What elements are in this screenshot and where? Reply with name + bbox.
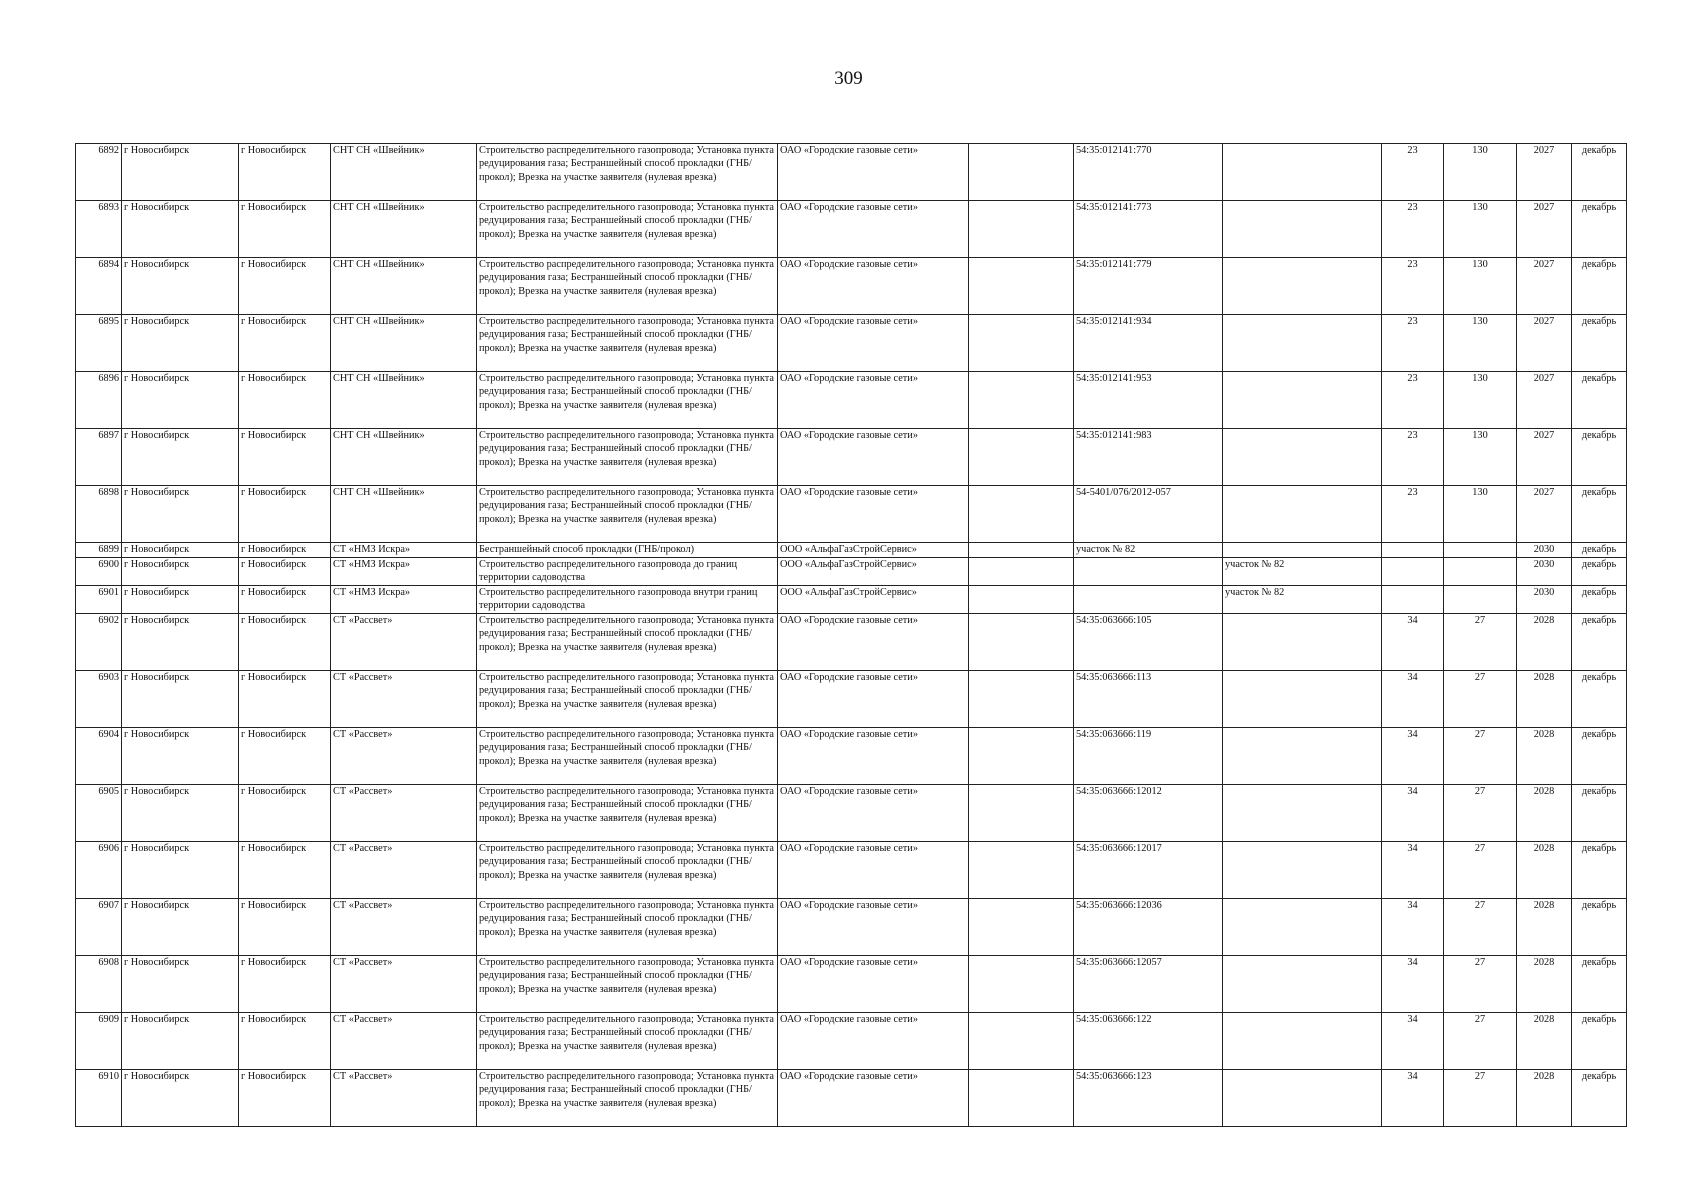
cell-year: 2027	[1517, 372, 1572, 429]
cell-value-a: 34	[1382, 1013, 1444, 1070]
cell-month: декабрь	[1572, 1070, 1627, 1127]
cell-empty-col	[969, 558, 1074, 586]
cell-society-name: СТ «Рассвет»	[331, 956, 477, 1013]
cell-value-a: 34	[1382, 785, 1444, 842]
cell-month: декабрь	[1572, 315, 1627, 372]
cell-plot-number	[1223, 258, 1382, 315]
cell-value-b: 130	[1444, 258, 1517, 315]
cell-empty-col	[969, 842, 1074, 899]
cell-month: декабрь	[1572, 899, 1627, 956]
cell-plot-number: участок № 82	[1223, 558, 1382, 586]
table-row	[76, 315, 1627, 372]
cell-cadastral-number: 54:35:012141:953	[1074, 372, 1223, 429]
cell-month: декабрь	[1572, 842, 1627, 899]
cell-gas-distribution-org: ОАО «Городские газовые сети»	[778, 728, 969, 785]
cell-month: декабрь	[1572, 614, 1627, 671]
cell-year: 2030	[1517, 558, 1572, 586]
table-row	[76, 1070, 1627, 1127]
cell-cadastral-number: 54:35:063666:12012	[1074, 785, 1223, 842]
cell-year: 2027	[1517, 486, 1572, 543]
cell-value-a: 23	[1382, 315, 1444, 372]
cell-gas-distribution-org: ОАО «Городские газовые сети»	[778, 144, 969, 201]
cell-cadastral-number	[1074, 586, 1223, 614]
cell-value-a: 34	[1382, 1070, 1444, 1127]
cell-empty-col	[969, 1013, 1074, 1070]
cell-gas-distribution-org: ОАО «Городские газовые сети»	[778, 486, 969, 543]
cell-empty-col	[969, 899, 1074, 956]
cell-society-name: СТ «Рассвет»	[331, 842, 477, 899]
cell-municipality: г Новосибирск	[122, 201, 239, 258]
cell-gas-distribution-org: ОАО «Городские газовые сети»	[778, 258, 969, 315]
cell-society-name: СТ «Рассвет»	[331, 785, 477, 842]
cell-works-description: Строительство распределительного газопровода; Установка пункта редуцирования газа; Бестраншейный способ прокладки (ГНБ/прокол); Врезка на участке заявителя (нулевая врезка)	[477, 956, 778, 1013]
cell-value-b: 130	[1444, 486, 1517, 543]
cell-value-a: 34	[1382, 956, 1444, 1013]
cell-municipality: г Новосибирск	[122, 586, 239, 614]
cell-year: 2028	[1517, 728, 1572, 785]
cell-works-description: Строительство распределительного газопровода до границ территории садоводства	[477, 558, 778, 586]
cell-empty-col	[969, 671, 1074, 728]
table-body	[76, 144, 1627, 1127]
cell-gas-distribution-org: ОАО «Городские газовые сети»	[778, 1070, 969, 1127]
cell-plot-number	[1223, 1013, 1382, 1070]
cell-cadastral-number: 54:35:012141:934	[1074, 315, 1223, 372]
cell-municipality: г Новосибирск	[122, 429, 239, 486]
cell-society-name: СТ «НМЗ Искра»	[331, 586, 477, 614]
table-row	[76, 614, 1627, 671]
cell-cadastral-number: 54:35:063666:119	[1074, 728, 1223, 785]
cell-municipality: г Новосибирск	[122, 558, 239, 586]
cell-gas-distribution-org: ОАО «Городские газовые сети»	[778, 429, 969, 486]
cell-row-number: 6899	[76, 543, 122, 558]
table-row	[76, 201, 1627, 258]
cell-society-name: СНТ СН «Швейник»	[331, 429, 477, 486]
cell-cadastral-number: участок № 82	[1074, 543, 1223, 558]
cell-month: декабрь	[1572, 372, 1627, 429]
cell-settlement: г Новосибирск	[239, 586, 331, 614]
cell-settlement: г Новосибирск	[239, 372, 331, 429]
cell-plot-number: участок № 82	[1223, 586, 1382, 614]
cell-plot-number	[1223, 543, 1382, 558]
cell-works-description: Строительство распределительного газопровода; Установка пункта редуцирования газа; Бестраншейный способ прокладки (ГНБ/прокол); Врезка на участке заявителя (нулевая врезка)	[477, 1013, 778, 1070]
cell-row-number: 6902	[76, 614, 122, 671]
cell-value-a: 23	[1382, 486, 1444, 543]
cell-empty-col	[969, 956, 1074, 1013]
cell-month: декабрь	[1572, 486, 1627, 543]
cell-settlement: г Новосибирск	[239, 728, 331, 785]
cell-empty-col	[969, 201, 1074, 258]
cell-settlement: г Новосибирск	[239, 671, 331, 728]
cell-value-a: 34	[1382, 671, 1444, 728]
cell-empty-col	[969, 429, 1074, 486]
cell-plot-number	[1223, 728, 1382, 785]
cell-row-number: 6892	[76, 144, 122, 201]
cell-plot-number	[1223, 201, 1382, 258]
cell-gas-distribution-org: ОАО «Городские газовые сети»	[778, 842, 969, 899]
cell-value-b: 27	[1444, 671, 1517, 728]
cell-society-name: СНТ СН «Швейник»	[331, 486, 477, 543]
cell-settlement: г Новосибирск	[239, 144, 331, 201]
cell-gas-distribution-org: ОАО «Городские газовые сети»	[778, 956, 969, 1013]
cell-settlement: г Новосибирск	[239, 258, 331, 315]
cell-municipality: г Новосибирск	[122, 614, 239, 671]
cell-settlement: г Новосибирск	[239, 899, 331, 956]
cell-value-a: 34	[1382, 842, 1444, 899]
cell-municipality: г Новосибирск	[122, 1070, 239, 1127]
cell-row-number: 6905	[76, 785, 122, 842]
cell-row-number: 6894	[76, 258, 122, 315]
cell-plot-number	[1223, 429, 1382, 486]
cell-row-number: 6910	[76, 1070, 122, 1127]
cell-value-a: 23	[1382, 429, 1444, 486]
cell-year: 2028	[1517, 842, 1572, 899]
cell-gas-distribution-org: ОАО «Городские газовые сети»	[778, 614, 969, 671]
cell-cadastral-number: 54:35:012141:779	[1074, 258, 1223, 315]
cell-society-name: СТ «Рассвет»	[331, 1013, 477, 1070]
cell-municipality: г Новосибирск	[122, 785, 239, 842]
cell-settlement: г Новосибирск	[239, 1013, 331, 1070]
cell-works-description: Строительство распределительного газопровода; Установка пункта редуцирования газа; Бестраншейный способ прокладки (ГНБ/прокол); Врезка на участке заявителя (нулевая врезка)	[477, 614, 778, 671]
cell-municipality: г Новосибирск	[122, 372, 239, 429]
cell-gas-distribution-org: ОАО «Городские газовые сети»	[778, 315, 969, 372]
cell-cadastral-number: 54-5401/076/2012-057	[1074, 486, 1223, 543]
cell-municipality: г Новосибирск	[122, 899, 239, 956]
cell-row-number: 6895	[76, 315, 122, 372]
cell-settlement: г Новосибирск	[239, 1070, 331, 1127]
cell-year: 2030	[1517, 586, 1572, 614]
cell-year: 2028	[1517, 1070, 1572, 1127]
cell-cadastral-number: 54:35:063666:12017	[1074, 842, 1223, 899]
cell-plot-number	[1223, 372, 1382, 429]
cell-works-description: Строительство распределительного газопровода; Установка пункта редуцирования газа; Бестраншейный способ прокладки (ГНБ/прокол); Врезка на участке заявителя (нулевая врезка)	[477, 728, 778, 785]
cell-society-name: СТ «Рассвет»	[331, 899, 477, 956]
cell-value-b: 130	[1444, 372, 1517, 429]
cell-value-b: 27	[1444, 1070, 1517, 1127]
cell-gas-distribution-org: ОАО «Городские газовые сети»	[778, 899, 969, 956]
cell-row-number: 6893	[76, 201, 122, 258]
cell-month: декабрь	[1572, 558, 1627, 586]
cell-municipality: г Новосибирск	[122, 956, 239, 1013]
cell-municipality: г Новосибирск	[122, 543, 239, 558]
cell-value-b	[1444, 558, 1517, 586]
cell-gas-distribution-org: ООО «АльфаГазСтройСервис»	[778, 543, 969, 558]
cell-empty-col	[969, 785, 1074, 842]
cell-row-number: 6897	[76, 429, 122, 486]
cell-row-number: 6896	[76, 372, 122, 429]
cell-value-b: 27	[1444, 728, 1517, 785]
cell-settlement: г Новосибирск	[239, 558, 331, 586]
cell-year: 2027	[1517, 144, 1572, 201]
cell-value-b: 130	[1444, 144, 1517, 201]
cell-value-b: 27	[1444, 956, 1517, 1013]
cell-year: 2027	[1517, 258, 1572, 315]
cell-municipality: г Новосибирск	[122, 144, 239, 201]
cell-year: 2028	[1517, 1013, 1572, 1070]
cell-empty-col	[969, 258, 1074, 315]
cell-cadastral-number: 54:35:063666:12036	[1074, 899, 1223, 956]
cell-value-a: 34	[1382, 899, 1444, 956]
cell-year: 2027	[1517, 201, 1572, 258]
cell-plot-number	[1223, 956, 1382, 1013]
cell-month: декабрь	[1572, 201, 1627, 258]
cell-municipality: г Новосибирск	[122, 486, 239, 543]
cell-gas-distribution-org: ОАО «Городские газовые сети»	[778, 785, 969, 842]
cell-empty-col	[969, 486, 1074, 543]
cell-works-description: Строительство распределительного газопровода внутри границ территории садоводства	[477, 586, 778, 614]
cell-settlement: г Новосибирск	[239, 842, 331, 899]
cell-society-name: СТ «Рассвет»	[331, 671, 477, 728]
cell-plot-number	[1223, 1070, 1382, 1127]
cell-society-name: СНТ СН «Швейник»	[331, 315, 477, 372]
cell-gas-distribution-org: ОАО «Городские газовые сети»	[778, 372, 969, 429]
cell-plot-number	[1223, 899, 1382, 956]
cell-row-number: 6908	[76, 956, 122, 1013]
cell-month: декабрь	[1572, 543, 1627, 558]
cell-settlement: г Новосибирск	[239, 429, 331, 486]
cell-cadastral-number: 54:35:063666:123	[1074, 1070, 1223, 1127]
cell-month: декабрь	[1572, 956, 1627, 1013]
cell-year: 2030	[1517, 543, 1572, 558]
cell-works-description: Строительство распределительного газопровода; Установка пункта редуцирования газа; Бестраншейный способ прокладки (ГНБ/прокол); Врезка на участке заявителя (нулевая врезка)	[477, 899, 778, 956]
cell-society-name: СНТ СН «Швейник»	[331, 258, 477, 315]
cell-month: декабрь	[1572, 785, 1627, 842]
cell-year: 2028	[1517, 671, 1572, 728]
cell-works-description: Строительство распределительного газопровода; Установка пункта редуцирования газа; Бестраншейный способ прокладки (ГНБ/прокол); Врезка на участке заявителя (нулевая врезка)	[477, 1070, 778, 1127]
cell-society-name: СТ «Рассвет»	[331, 1070, 477, 1127]
cell-row-number: 6906	[76, 842, 122, 899]
cell-society-name: СТ «НМЗ Искра»	[331, 558, 477, 586]
cell-settlement: г Новосибирск	[239, 486, 331, 543]
cell-cadastral-number: 54:35:063666:122	[1074, 1013, 1223, 1070]
cell-value-b: 130	[1444, 429, 1517, 486]
cell-value-b	[1444, 586, 1517, 614]
cell-society-name: СТ «НМЗ Искра»	[331, 543, 477, 558]
cell-month: декабрь	[1572, 728, 1627, 785]
cell-works-description: Строительство распределительного газопровода; Установка пункта редуцирования газа; Бестраншейный способ прокладки (ГНБ/прокол); Врезка на участке заявителя (нулевая врезка)	[477, 785, 778, 842]
cell-works-description: Строительство распределительного газопровода; Установка пункта редуцирования газа; Бестраншейный способ прокладки (ГНБ/прокол); Врезка на участке заявителя (нулевая врезка)	[477, 671, 778, 728]
cell-value-a: 23	[1382, 372, 1444, 429]
cell-row-number: 6909	[76, 1013, 122, 1070]
table-row	[76, 728, 1627, 785]
table-row	[76, 785, 1627, 842]
table-row	[76, 429, 1627, 486]
cell-municipality: г Новосибирск	[122, 842, 239, 899]
table-row	[76, 144, 1627, 201]
cell-works-description: Строительство распределительного газопровода; Установка пункта редуцирования газа; Бестраншейный способ прокладки (ГНБ/прокол); Врезка на участке заявителя (нулевая врезка)	[477, 201, 778, 258]
cell-month: декабрь	[1572, 144, 1627, 201]
cell-works-description: Строительство распределительного газопровода; Установка пункта редуцирования газа; Бестраншейный способ прокладки (ГНБ/прокол); Врезка на участке заявителя (нулевая врезка)	[477, 372, 778, 429]
cell-value-b: 27	[1444, 1013, 1517, 1070]
cell-value-a: 34	[1382, 614, 1444, 671]
cell-value-b: 27	[1444, 614, 1517, 671]
cell-plot-number	[1223, 144, 1382, 201]
cell-plot-number	[1223, 785, 1382, 842]
cell-empty-col	[969, 144, 1074, 201]
cell-society-name: СНТ СН «Швейник»	[331, 201, 477, 258]
cell-settlement: г Новосибирск	[239, 956, 331, 1013]
cell-value-a	[1382, 543, 1444, 558]
cell-settlement: г Новосибирск	[239, 785, 331, 842]
table-row	[76, 899, 1627, 956]
cell-cadastral-number: 54:35:012141:983	[1074, 429, 1223, 486]
cell-municipality: г Новосибирск	[122, 258, 239, 315]
cell-row-number: 6903	[76, 671, 122, 728]
cell-month: декабрь	[1572, 429, 1627, 486]
cell-plot-number	[1223, 614, 1382, 671]
cell-value-b: 27	[1444, 785, 1517, 842]
cell-plot-number	[1223, 315, 1382, 372]
gasification-table	[75, 143, 1627, 1127]
cell-plot-number	[1223, 842, 1382, 899]
cell-value-b: 130	[1444, 201, 1517, 258]
cell-cadastral-number: 54:35:063666:105	[1074, 614, 1223, 671]
cell-value-a	[1382, 586, 1444, 614]
cell-gas-distribution-org: ОАО «Городские газовые сети»	[778, 1013, 969, 1070]
cell-cadastral-number	[1074, 558, 1223, 586]
cell-value-b: 130	[1444, 315, 1517, 372]
cell-value-b	[1444, 543, 1517, 558]
cell-gas-distribution-org: ООО «АльфаГазСтройСервис»	[778, 558, 969, 586]
cell-row-number: 6901	[76, 586, 122, 614]
table-row	[76, 671, 1627, 728]
cell-society-name: СНТ СН «Швейник»	[331, 372, 477, 429]
cell-settlement: г Новосибирск	[239, 201, 331, 258]
cell-year: 2028	[1517, 614, 1572, 671]
table-row	[76, 258, 1627, 315]
cell-month: декабрь	[1572, 671, 1627, 728]
cell-settlement: г Новосибирск	[239, 614, 331, 671]
cell-empty-col	[969, 372, 1074, 429]
cell-empty-col	[969, 543, 1074, 558]
cell-row-number: 6898	[76, 486, 122, 543]
cell-month: декабрь	[1572, 1013, 1627, 1070]
table-row	[76, 1013, 1627, 1070]
table-row	[76, 543, 1627, 558]
cell-empty-col	[969, 1070, 1074, 1127]
cell-value-a: 23	[1382, 144, 1444, 201]
cell-empty-col	[969, 315, 1074, 372]
cell-empty-col	[969, 614, 1074, 671]
table-row	[76, 842, 1627, 899]
table-row	[76, 372, 1627, 429]
cell-value-a: 23	[1382, 258, 1444, 315]
cell-society-name: СТ «Рассвет»	[331, 614, 477, 671]
cell-month: декабрь	[1572, 258, 1627, 315]
cell-row-number: 6907	[76, 899, 122, 956]
cell-empty-col	[969, 728, 1074, 785]
cell-gas-distribution-org: ОАО «Городские газовые сети»	[778, 201, 969, 258]
cell-year: 2028	[1517, 785, 1572, 842]
cell-works-description: Строительство распределительного газопровода; Установка пункта редуцирования газа; Бестраншейный способ прокладки (ГНБ/прокол); Врезка на участке заявителя (нулевая врезка)	[477, 842, 778, 899]
cell-works-description: Строительство распределительного газопровода; Установка пункта редуцирования газа; Бестраншейный способ прокладки (ГНБ/прокол); Врезка на участке заявителя (нулевая врезка)	[477, 315, 778, 372]
cell-gas-distribution-org: ООО «АльфаГазСтройСервис»	[778, 586, 969, 614]
cell-value-a	[1382, 558, 1444, 586]
cell-row-number: 6904	[76, 728, 122, 785]
cell-works-description: Строительство распределительного газопровода; Установка пункта редуцирования газа; Бестраншейный способ прокладки (ГНБ/прокол); Врезка на участке заявителя (нулевая врезка)	[477, 144, 778, 201]
page-number: 309	[834, 68, 863, 89]
cell-year: 2027	[1517, 429, 1572, 486]
cell-value-a: 34	[1382, 728, 1444, 785]
cell-settlement: г Новосибирск	[239, 543, 331, 558]
cell-year: 2028	[1517, 956, 1572, 1013]
cell-value-b: 27	[1444, 899, 1517, 956]
cell-municipality: г Новосибирск	[122, 1013, 239, 1070]
cell-value-b: 27	[1444, 842, 1517, 899]
cell-works-description: Строительство распределительного газопровода; Установка пункта редуцирования газа; Бестраншейный способ прокладки (ГНБ/прокол); Врезка на участке заявителя (нулевая врезка)	[477, 429, 778, 486]
cell-settlement: г Новосибирск	[239, 315, 331, 372]
cell-plot-number	[1223, 671, 1382, 728]
cell-cadastral-number: 54:35:012141:773	[1074, 201, 1223, 258]
table-row	[76, 586, 1627, 614]
cell-works-description: Бестраншейный способ прокладки (ГНБ/прокол)	[477, 543, 778, 558]
table-row	[76, 956, 1627, 1013]
cell-gas-distribution-org: ОАО «Городские газовые сети»	[778, 671, 969, 728]
cell-municipality: г Новосибирск	[122, 315, 239, 372]
cell-value-a: 23	[1382, 201, 1444, 258]
cell-month: декабрь	[1572, 586, 1627, 614]
cell-society-name: СТ «Рассвет»	[331, 728, 477, 785]
cell-municipality: г Новосибирск	[122, 728, 239, 785]
cell-works-description: Строительство распределительного газопровода; Установка пункта редуцирования газа; Бестраншейный способ прокладки (ГНБ/прокол); Врезка на участке заявителя (нулевая врезка)	[477, 486, 778, 543]
cell-year: 2027	[1517, 315, 1572, 372]
cell-cadastral-number: 54:35:063666:12057	[1074, 956, 1223, 1013]
cell-row-number: 6900	[76, 558, 122, 586]
cell-plot-number	[1223, 486, 1382, 543]
cell-cadastral-number: 54:35:012141:770	[1074, 144, 1223, 201]
cell-municipality: г Новосибирск	[122, 671, 239, 728]
cell-year: 2028	[1517, 899, 1572, 956]
table-row	[76, 486, 1627, 543]
cell-cadastral-number: 54:35:063666:113	[1074, 671, 1223, 728]
table-row	[76, 558, 1627, 586]
cell-society-name: СНТ СН «Швейник»	[331, 144, 477, 201]
cell-works-description: Строительство распределительного газопровода; Установка пункта редуцирования газа; Бестраншейный способ прокладки (ГНБ/прокол); Врезка на участке заявителя (нулевая врезка)	[477, 258, 778, 315]
cell-empty-col	[969, 586, 1074, 614]
